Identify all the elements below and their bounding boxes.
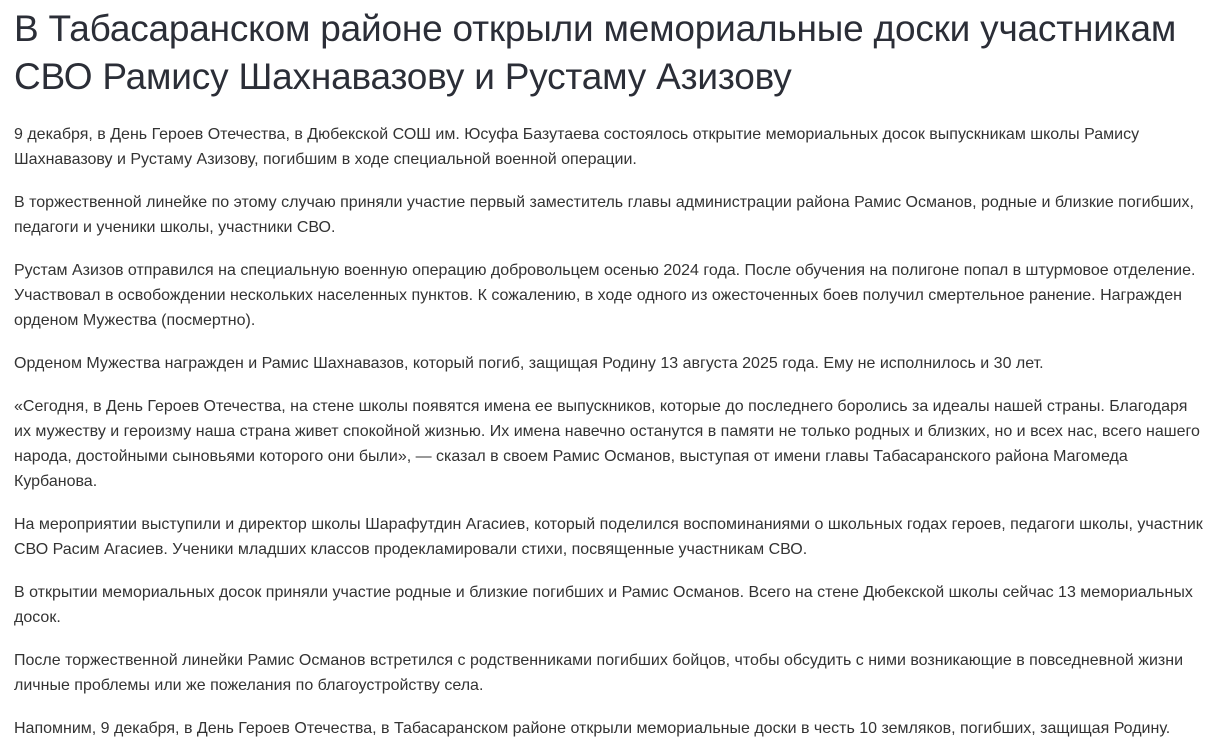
article-title: В Табасаранском районе открыли мемориальные доски участникам СВО Рамису Шахнавазову и Рустаму Азизову (14, 8, 1177, 97)
article-paragraph: После торжественной линейки Рамис Османов встретился с родственниками погибших бойцов, чтобы обсудить с ними возникающие в повседневной жизни личные проблемы или же пожелания по благоустройству села. (14, 652, 1184, 694)
article-paragraph-lead: 9 декабря, в День Героев Отечества, в Дюбекской СОШ им. Юсуфа Базутаева состоялось открытие мемориальных досок выпускникам школы Рамису Шахнавазову и Рустаму Азизову, погибшим в ходе специальной военной операции. (14, 126, 1140, 168)
article-paragraph: Рустам Азизов отправился на специальную военную операцию добровольцем осенью 2024 года. После обучения на полигоне попал в штурмовое отделение. Участвовал в освобождении нескольких населенных пунктов. К сожалению, в ходе одного из ожесточенных боев получил смертельное ранение. Награжден орденом Мужества (посмертно). (14, 262, 1196, 329)
article-paragraph-closing: Напомним, 9 декабря, в День Героев Отечества, в Табасаранском районе открыли мемориальные доски в честь 10 земляков, погибших, защищая Родину. (14, 720, 1171, 737)
article-paragraph: На мероприятии выступили и директор школы Шарафутдин Агасиев, который поделился воспоминаниями о школьных годах героев, педагоги школы, участник СВО Расим Агасиев. Ученики младших классов продекламировали стихи, посвященные участникам СВО. (14, 516, 1203, 558)
article-paragraph: Орденом Мужества награжден и Рамис Шахнавазов, который погиб, защищая Родину 13 августа 2025 года. Ему не исполнилось и 30 лет. (14, 355, 1044, 372)
article-paragraph: В торжественной линейке по этому случаю приняли участие первый заместитель главы администрации района Рамис Османов, родные и близкие погибших, педагоги и ученики школы, участники СВО. (14, 194, 1194, 236)
article-paragraph-quote: «Сегодня, в День Героев Отечества, на стене школы появятся имена ее выпускников, которые до последнего боролись за идеалы нашей страны. Благодаря их мужеству и героизму наша страна живет спокойной жизнью. Их имена навечно останутся в памяти не только родных и близких, но и всех нас, всего нашего народа, достойными сыновьями которого они были», — сказал в своем Рамис Османов, выступая от имени главы Табасаранского района Магомеда Курбанова. (14, 398, 1200, 490)
article-paragraph: В открытии мемориальных досок приняли участие родные и близкие погибших и Рамис Османов. Всего на стене Дюбекской школы сейчас 13 мемориальных досок. (14, 584, 1193, 626)
